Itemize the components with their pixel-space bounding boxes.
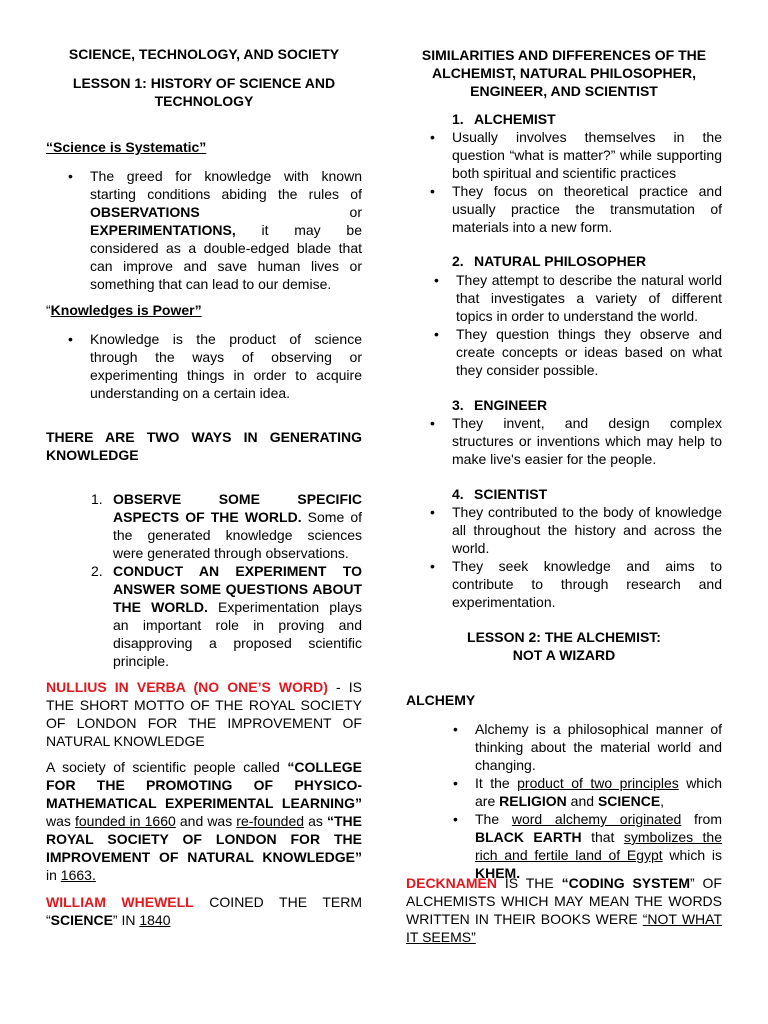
two-ways-heading: THERE ARE TWO WAYS IN GENERATING KNOWLEDGE (46, 429, 362, 463)
motto2-heading: “Knowledges is Power” (46, 302, 202, 318)
lesson1-title: LESSON 1: HISTORY OF SCIENCE AND TECHNOLOGY (72, 75, 336, 109)
motto1-heading: “Science is Systematic” (46, 139, 207, 155)
scientist-bullets (452, 503, 722, 611)
motto1-bullet: • The greed for knowledge with known starting conditions abiding the rules of OBSERVATIONS or EXPERIMENTATIONS, it may be considered as a double-edged blade that can improve and save human lives or something that can lead to our demise. (90, 167, 362, 293)
list-item: 1. OBSERVE SOME SPECIFIC ASPECTS OF THE WORLD. Some of the generated knowledge sciences were generated through observations. (91, 491, 363, 561)
doc-title: SCIENCE, TECHNOLOGY, AND SOCIETY (68, 46, 340, 62)
list-item: • They invent, and design complex structures or inventions which may help to make live's easier for the people. (452, 414, 722, 468)
engineer-bullets (452, 414, 722, 468)
list-item: • Alchemy is a philosophical manner of thinking about the material world and changing. (475, 720, 722, 774)
whewell-paragraph: WILLIAM WHEWELL COINED THE TERM “SCIENCE” IN 1840 (46, 894, 363, 928)
decknamen-paragraph: DECKNAMEN IS THE “CODING SYSTEM” OF ALCHEMISTS WHICH MAY MEAN THE WORDS WRITTEN IN THEIR BOOKS WERE “NOT WHAT IT SEEMS” (406, 875, 722, 945)
lesson2-title: LESSON 2: THE ALCHEMIST: NOT A WIZARD (467, 629, 661, 663)
alchemist-bullets (452, 128, 722, 236)
society-paragraph: A society of scientific people called “COLLEGE FOR THE PROMOTING OF PHYSICO-MATHEMATICAL EXPERIMENTAL LEARNING” was founded in 1660 and was re-founded as “THE ROYAL SOCIETY OF LONDON FOR THE IMPROVEMENT OF NATURAL KNOWLEDGE” in 1663. (46, 759, 362, 883)
alchemy-heading: ALCHEMY (406, 692, 476, 708)
list-item: • They contributed to the body of knowledge all throughout the history and across the world. (452, 503, 722, 557)
motto2-bullet: • Knowledge is the product of science through the ways of observing or experimenting things in order to acquire understanding on a certain idea. (90, 330, 362, 402)
alchemy-bullets (475, 720, 722, 882)
list-item: • They seek knowledge and aims to contribute to through research and experimentation. (452, 557, 722, 611)
list-item: • They focus on theoretical practice and usually practice the transmutation of materials into a new form. (452, 182, 722, 236)
ways-list (91, 490, 363, 670)
section-heading-engineer: 3. ENGINEER (452, 397, 548, 413)
list-item: • They attempt to describe the natural world that investigates a variety of different topics in order to understand the world. (456, 271, 722, 325)
list-item: • The word alchemy originated from BLACK EARTH that symbolizes the rich and fertile land of Egypt which is KHEM. (475, 810, 722, 882)
natural-philosopher-bullets (456, 271, 722, 379)
list-item: • It the product of two principles which are RELIGION and SCIENCE, (475, 774, 722, 810)
section-heading-alchemist: 1. ALCHEMIST (452, 111, 556, 127)
list-item: 2. CONDUCT AN EXPERIMENT TO ANSWER SOME QUESTIONS ABOUT THE WORLD. Experimentation plays an important role in proving and disapproving a proposed scientific principle. (91, 563, 362, 669)
list-item: • Usually involves themselves in the question “what is matter?” while supporting both spiritual and scientific practices (452, 128, 722, 182)
section-heading-natural-philosopher: 2. NATURAL PHILOSOPHER (452, 253, 647, 269)
comparison-title: SIMILARITIES AND DIFFERENCES OF THE ALCHEMIST, NATURAL PHILOSOPHER, ENGINEER, AND SCIENTIST (421, 47, 707, 99)
nullius-paragraph: NULLIUS IN VERBA (NO ONE’S WORD) - IS THE SHORT MOTTO OF THE ROYAL SOCIETY OF LONDON FOR THE IMPROVEMENT OF NATURAL KNOWLEDGE (46, 679, 363, 749)
section-heading-scientist: 4. SCIENTIST (452, 486, 548, 502)
list-item: • They question things they observe and create concepts or ideas based on what they consider possible. (456, 325, 722, 379)
